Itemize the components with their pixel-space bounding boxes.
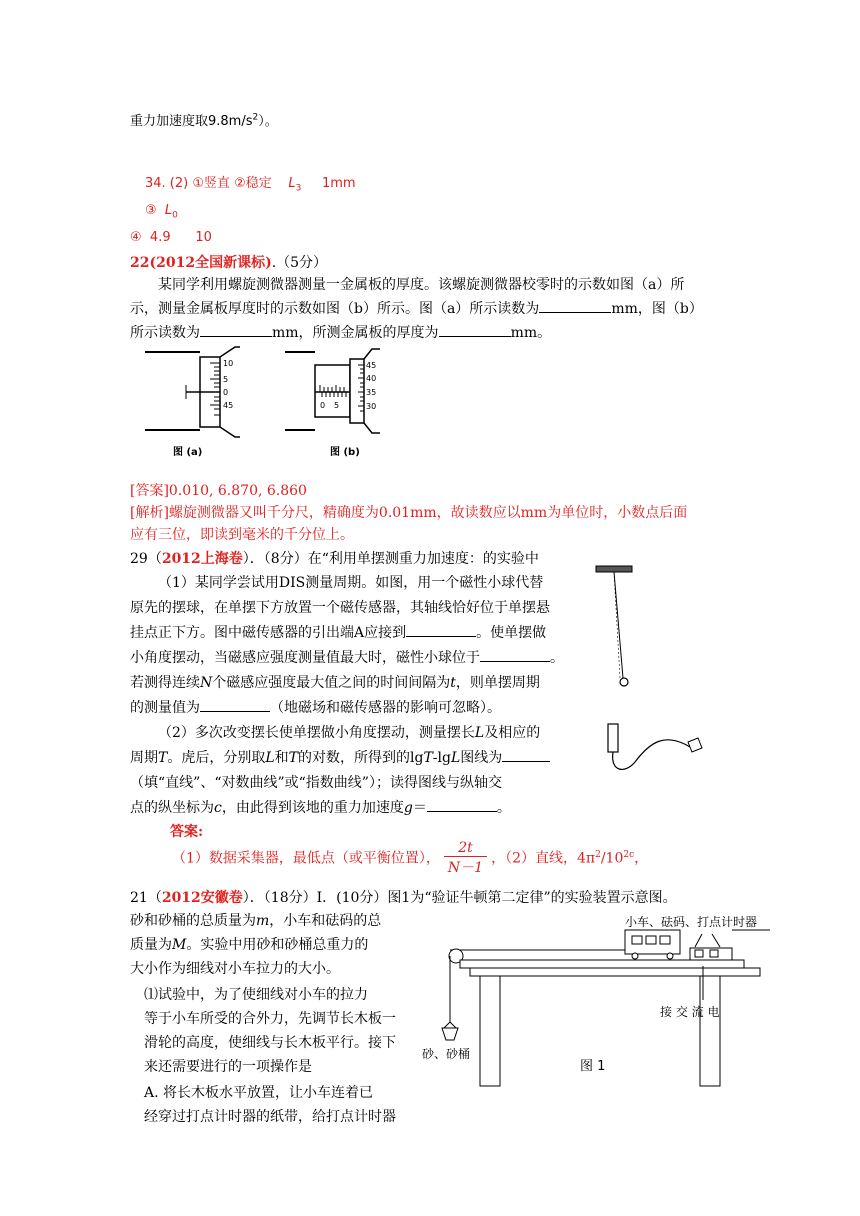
- intro-line: 重力加速度取$9.8m/s^2$）。: [130, 112, 278, 129]
- fig-a-tick-10: 10: [223, 359, 234, 368]
- answer-34-line3: ④ 4.9 10: [130, 230, 212, 245]
- fig1-label-ac: 接 交 流 电: [660, 1005, 720, 1019]
- q29-header: 29（2012上海卷）．（8分）在“利用单摆测重力加速度：的实验中: [130, 551, 539, 567]
- q29-p8: 周期T。虎后，分别取L和T的对数，所得到的lgT-lgL图线为: [130, 747, 740, 767]
- fig1-label-sand: 砂、砂桶: [422, 1047, 471, 1061]
- fig-b-main-5: 5: [334, 401, 340, 410]
- micrometer-a: [145, 347, 240, 458]
- q22-text-b: 示，测量金属板厚度时的示数如图（b）所示。图（a）所示读数为 mm，图（b）: [130, 298, 740, 318]
- q21-l8: A. 将长木板水平放置，让小车连着已: [144, 1085, 374, 1101]
- pendulum-figure: [590, 562, 720, 772]
- q21-l9: 经穿过打点计时器的纸带，给打点计时器: [144, 1109, 396, 1125]
- fig-b-tick-30: 30: [366, 402, 377, 411]
- q29-p2: 原先的摆球，在单摆下方放置一个磁传感器，其轴线恰好位于单摆悬: [130, 600, 550, 616]
- q29-p1: （1）某同学尝试用DIS测量周期。如图，用一个磁性小球代替: [158, 575, 544, 591]
- fig-a-tick-5: 5: [223, 375, 229, 384]
- q22-text-c: 所示读数为 mm，所测金属板的厚度为 mm。: [130, 322, 740, 342]
- q22-analysis-1: [解析]螺旋测微器又叫千分尺，精确度为0.01mm，故读数应以mm为单位时，小数点后面: [130, 505, 688, 521]
- micrometer-figures: [140, 345, 390, 465]
- fig-b-tick-45: 45: [366, 361, 377, 370]
- fig-a-label: 图 (a): [173, 447, 203, 458]
- fig-a-tick-45: 45: [223, 401, 234, 410]
- q29-p5: 若测得连续N个磁感应强度最大值之间的时间间隔为t，则单摆周期: [130, 675, 540, 691]
- fig-b-tick-35: 35: [366, 388, 377, 397]
- answer-34-line1: 34. (2) ①竖直 ②稳定 $L_3$ 1mm: [145, 176, 356, 194]
- q21-l3: 大小作为细线对小车拉力的大小。: [130, 961, 340, 977]
- q22-answer: [答案]0.010, 6.870, 6.860: [130, 483, 307, 499]
- q29-p9: （填“直线”、“对数曲线”或“指数曲线”）；读得图线与纵轴交: [130, 775, 502, 791]
- q21-l2: 质量为M。实验中用砂和砂桶总重力的: [130, 937, 369, 953]
- fig1-caption: 图 1: [580, 1059, 606, 1074]
- q21-l1: 砂和砂桶的总质量为m，小车和砝码的总: [130, 913, 382, 929]
- fig-a-tick-0: 0: [223, 388, 229, 397]
- q29-answer-label: 答案:: [170, 824, 204, 840]
- q21-l6: 滑轮的高度，使细线与长木板平行。接下: [144, 1035, 396, 1051]
- q29-p7: （2）多次改变摆长使单摆做小角度摆动，测量摆长L及相应的: [158, 725, 541, 741]
- q22-text-a: 某同学利用螺旋测微器测量一金属板的厚度。该螺旋测微器校零时的示数如图（a）所: [158, 277, 685, 293]
- fig1-label-top: 小车、砝码、打点计时器: [625, 915, 758, 929]
- q29-p10: 点的纵坐标为c，由此得到该地的重力加速度g＝ 。: [130, 797, 740, 817]
- q22-analysis-2: 应有三位，即读到毫米的千分位上。: [130, 527, 354, 543]
- q21-l4: ⑴试验中，为了使细线对小车的拉力: [144, 987, 368, 1003]
- q22-header: 22(2012全国新课标).（5分）: [130, 255, 328, 271]
- fig-b-main-0: 0: [320, 401, 326, 410]
- period-fraction: $\frac{2t}{N-1}$: [444, 840, 487, 877]
- q29-p4: 小角度摆动，当磁感应强度测量值最大时，磁性小球位于 。: [130, 647, 740, 667]
- q29-answer: （1）数据采集器，最低点（或平衡位置）， $\frac{2t}{N-1}$ ，（2）直线，$4\pi^2/10^{2c}$，: [172, 840, 649, 876]
- fig-b-label: 图 (b): [330, 447, 360, 458]
- cart-apparatus-figure: [420, 910, 780, 1090]
- fig-b-tick-40: 40: [366, 374, 377, 383]
- q29-p3: 挂点正下方。图中磁传感器的引出端A应接到 。使单摆做: [130, 622, 740, 642]
- answer-34-line2: ③ $L_0$: [145, 203, 178, 221]
- q21-l7: 来还需要进行的一项操作是: [144, 1059, 312, 1075]
- micrometer-b: [285, 349, 380, 458]
- q29-p6: 的测量值为 （地磁场和磁传感器的影响可忽略）。: [130, 697, 740, 717]
- q21-l5: 等于小车所受的合外力，先调节长木板一: [144, 1011, 396, 1027]
- q21-header: 21（2012安徽卷）．（18分）Ⅰ．(10分）图1为“验证牛顿第二定律”的实验装置示意图。: [130, 890, 677, 906]
